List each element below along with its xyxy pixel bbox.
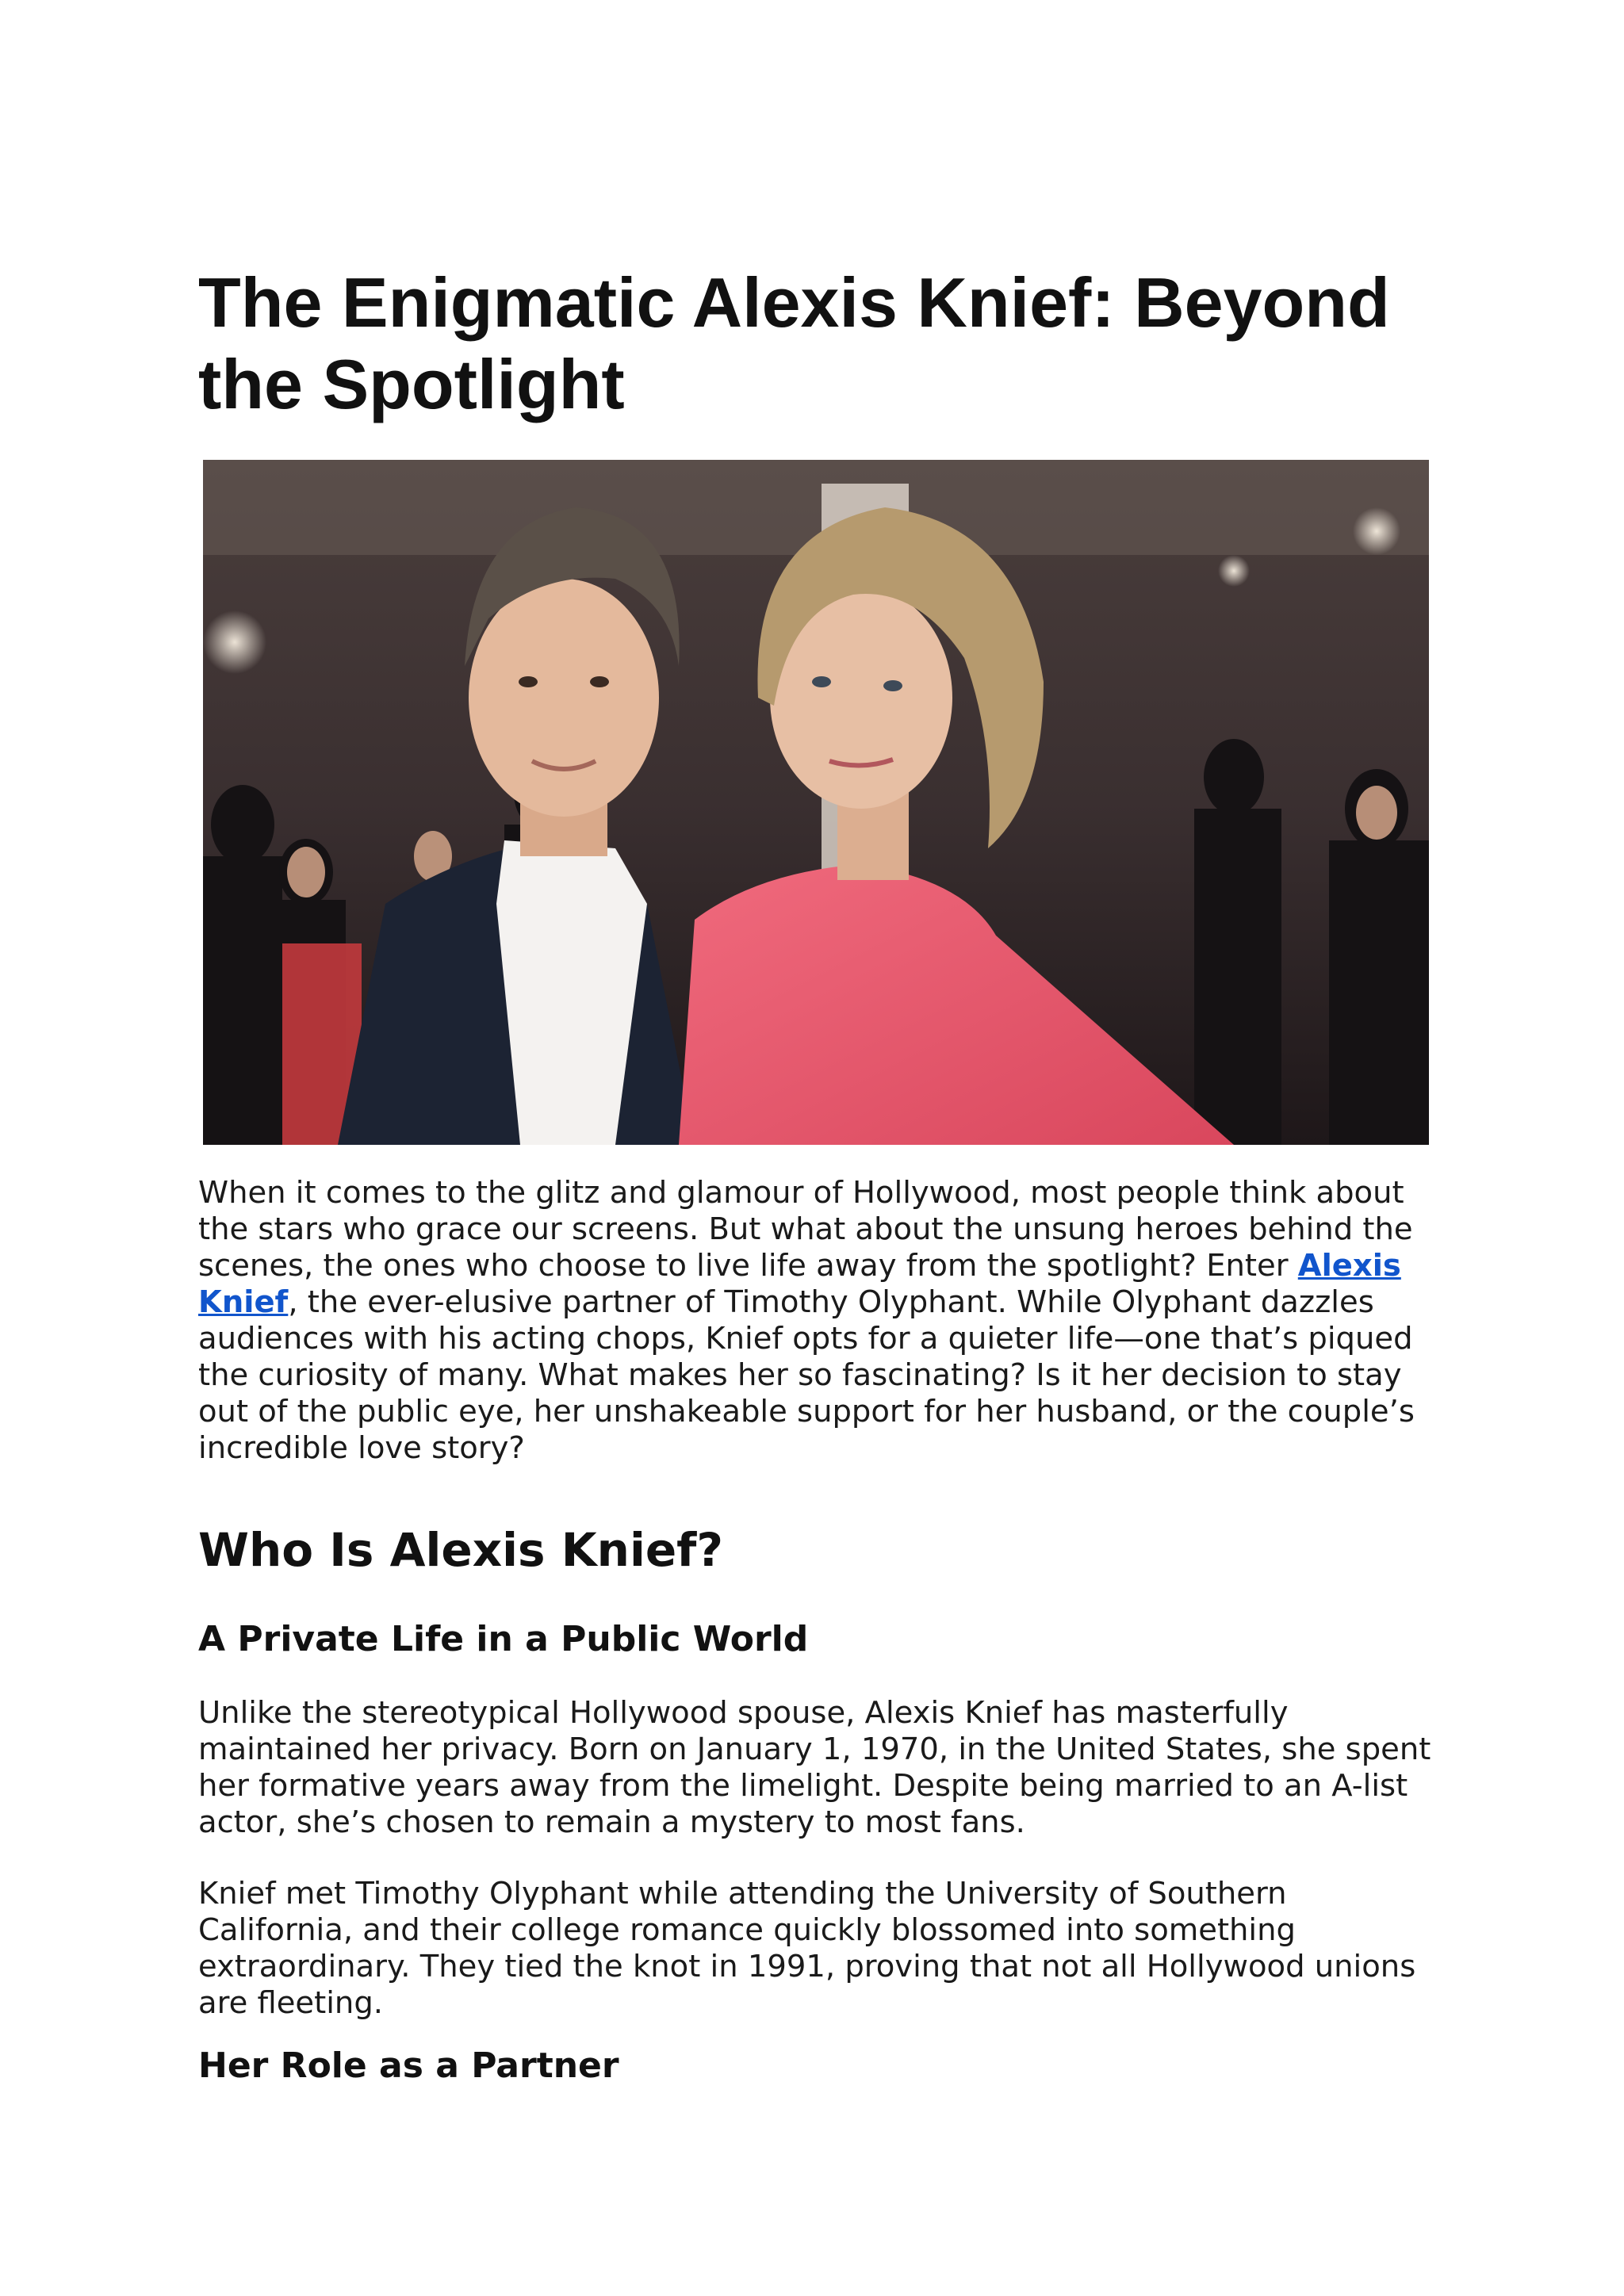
subsection-heading-private-life: A Private Life in a Public World xyxy=(198,1619,809,1659)
man-face xyxy=(469,579,659,817)
intro-paragraph xyxy=(198,1175,1435,1467)
intro-text-start: When it comes to the glitz and glamour of Hollywood, most people think about the stars who grace our screens. But what about the unsung heroes behind the scenes, the ones who choose to live life away from the spotlight? Enter xyxy=(198,1175,1413,1284)
article xyxy=(198,262,1419,425)
couple-photo-illustration xyxy=(203,460,1429,1145)
private-life-paragraph-2: Knief met Timothy Olyphant while attending the University of Southern California, and their college romance quickly blossomed into something extraordinary. They tied the knot in 1991, proving that not all Hollywood unions are fleeting. xyxy=(198,1876,1416,2021)
subsection-heading-role-partner: Her Role as a Partner xyxy=(198,2045,619,2086)
article-photo xyxy=(203,460,1429,1145)
alexis-knief-link[interactable]: Alexis Knief xyxy=(198,1248,1401,1320)
intro-text-end: , the ever-elusive partner of Timothy Olyphant. While Olyphant dazzles audiences with his acting chops, Knief opts for a quieter life—one that’s piqued the curiosity of many. What makes her so fascinating? Is it her decision to stay out of the public eye, her unshakeable support for her husband, or the couple’s incredible love story? xyxy=(198,1284,1415,1466)
article-title: The Enigmatic Alexis Knief: Beyond the Spotlight xyxy=(198,263,1390,423)
private-life-paragraph-1: Unlike the stereotypical Hollywood spouse, Alexis Knief has masterfully maintained her privacy. Born on January 1, 1970, in the United States, she spent her formative years away from the limelight. Despite being married to an A-list actor, she’s chosen to remain a mystery to most fans. xyxy=(198,1695,1431,1840)
section-heading-who-is: Who Is Alexis Knief? xyxy=(198,1523,724,1577)
